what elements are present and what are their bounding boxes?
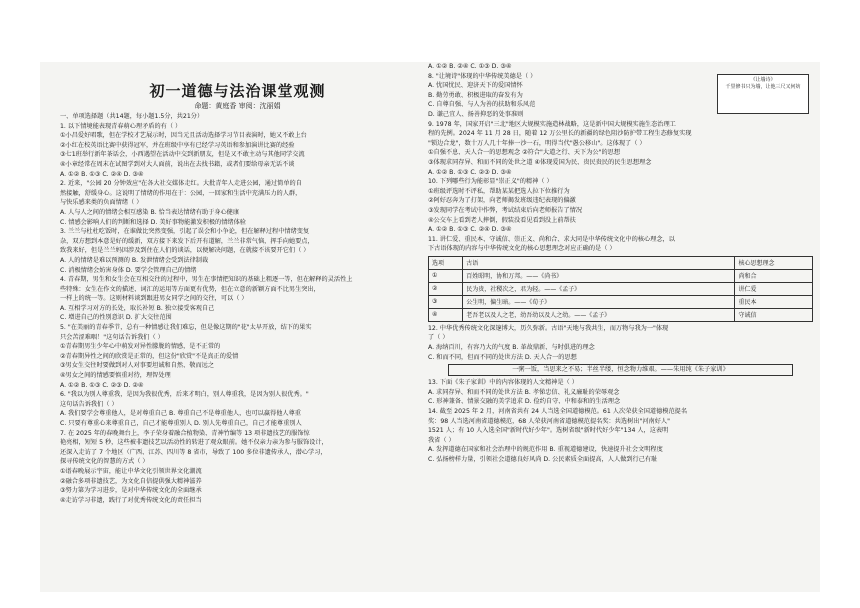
question-line: 11. 讲仁爱、重民本、守诚信、崇正义、尚和合、求大同是中华传统文化中的核心理念，以 [428,235,675,243]
question-line: ③努力第为学习进步，是对中华传统文化的全面继承 [60,487,202,495]
question-line: ①小昌爱好唱歌，但在学校才艺展示时，因当元且活动选择学习节目表演时，她又不敢上台 [60,132,307,140]
table-header-cell: 古语 [463,256,735,269]
poem-sticker [717,74,809,114]
question-line: ②阿好忍奔为了打架，向老师揭发班级违纪表现的偏激 [428,197,576,205]
exam-sheet [40,62,820,592]
question-line: 8. "让境诗"体现的中华传统美德是（ ） [428,72,537,80]
table-header-cell: 核心思想理念 [735,256,813,269]
question-line: B. 勤劳勇敢、积极进取的奋发有为 [428,91,523,99]
question-line: 探寻传统文化的智慧的方式（ ） [60,458,149,466]
question-line: ③男女生交往时要做到对人对事要坦诚和自然、敬而远之 [60,362,215,370]
table-cell: 民为贵，社稷次之，君为轻。——《孟子》 [463,282,735,295]
table-cell: 尚和合 [735,269,813,282]
question-line: 12. 中华优秀传统文化深邃博大，历久弥新。古语"天地与我共生，而万物与我为一"体现 [428,324,669,332]
question-line: 奖：98 人当选河南省道德模范，68 人荣获河南省道德模范提名奖：共选树出"河南好人" [428,417,670,425]
table-cell: ④ [429,308,463,321]
question-line: A. 忧国忧民、迎济天下的爱国情怀 [428,82,523,90]
table-cell: ① [429,269,463,282]
question-line: ④男女之间的情感要慎重对待，理智处理 [60,372,171,380]
table-cell: 老吾老以及人之老，幼吾幼以及人之幼。——《孟子》 [463,308,735,321]
question-line: A. ①② B. ①③ C. ②③ D. ②④ [60,381,144,389]
question-line: 9. 1978 年，国家开启"三北"地区大规模实施造林战略，这是新中国大规模实施生态治理工 [428,120,676,128]
question-line: 艳亮相，短短 5 秒，这些被非遗技艺以活动性的转进了观众眼前。她不仅亲力亲为参与服饰设计， [60,439,328,447]
question-line: A. 发挥道德在国家和社会治理中的规范作用 B. 重视道德建设，快速提升社会文明程度 [428,446,663,454]
question-line: 我省（ ） [428,436,455,444]
question-line: 14. 截至 2025 年 2 月，河南省共有 24 人当选全国道德模范。61 人次荣获全国道德模范提名 [428,408,688,416]
question-line: 程的先例。2024 年 11 月 28 日，随着 12 万公里长的新疆的绿色阻沙防护带工程生态修复实现 [428,130,692,138]
question-line: 10. 下列哪些行为能彰显"崇正义"的精神（ ） [428,178,553,186]
question-line: C. 和而不同，但而不同的处世方法 D. 天人合一的思想 [428,353,577,361]
table-cell: 守诚信 [735,308,813,321]
question-line: "锁边合龙"，数十万人几十年捧一沙一石，明得当代"愚公移山"。这体现了（ ） [428,139,646,147]
table-row [429,269,813,282]
question-line: ①班级评选时不评私，帮助某某把选人拉下位推行为 [428,187,570,195]
page-title: 初一道德与法治课堂观测 [149,82,326,100]
question-line: ④小章经常在周末在试图学到对大人面前，说出在去找书籍，或者们要给母亲无话不谈 [60,160,295,168]
left-column [60,62,415,505]
question-line: A. 我们要学会尊重他人，是对尊重自己 B. 尊重自己不是尊重他人，也可以赢得他人尊重 [60,410,301,418]
question-line: ①谱春晚展示宇宙，能让中华文化引领世界文化潮流 [60,467,202,475]
table-cell: 讲仁爱 [735,282,813,295]
question-line: ④公交车上看到老人摔倒，假装没看见看到没上前帮扶 [428,216,576,224]
table-cell: ③ [429,295,463,308]
question-line: A. ①② B. ①③ C. ②④ D. ③④ [428,226,512,234]
sticker-body: 千里修书只为墙，让他三尺又何妨 [725,84,801,90]
question-line: A. ①② B. ①③ C. ②④ D. ③④ [60,170,144,178]
zhuzi-quote-box: 一粥一饭，当思来之不易；半丝半缕，恒念物力维艰。——朱用纯《朱子家训》 [448,364,793,376]
table-header-row [429,256,813,269]
question-line: C. 只要有尊重心来尊重自己，自己才能尊重别人 D. 别人先尊重自己，自己才能尊重别人 [60,420,302,427]
table-row [429,282,813,295]
question-line: 还深入走访了 7 个地区（广西、江苏、四川等 8 省市，导致了 100 多位非遗传承人，潜心学习， [60,448,327,456]
question-line: 5. "在美丽的青春季节，总有一种情感让我们难忘，但是像这期的"花"太早开放，结下的果实 [60,324,312,332]
question-line: ②青春期异性之间的欣赏是正常的，但这份"欣赏"不是真正的爱情 [60,352,239,360]
question-line: 一样上的统一等。这则材料谈到跟进男女同学之间的交往，可以（ ） [60,295,248,303]
question-line: 了（ ） [428,334,449,342]
question-line: C. 形神兼备、情景交融的美学追求 D. 俭约自守、中和泰和的生活理念 [428,398,621,406]
right-question-list-bottom [428,378,813,464]
question-line: A. ①② B. ①③ C. ②③ D. ③④ [428,168,512,176]
question-line: A. 人与人之间的情绪会相互感染 B. 恰当表达情绪有助于身心健康 [60,208,240,216]
table-row [429,295,813,308]
question-line: 3. 兰兰与杜杜吃饭时，在谁做比突然变强，引起了误会和小争论，但在解释过程中情绪变复 [60,228,310,236]
question-line: 4. 青春期，男生和女生会在互相交往的过程中，男生在事情把知识的基础上粗逐一等，但在解释的灵活性上 [60,276,353,284]
author-line: 命题：黄庭香 审阅：沈丽娟 [194,102,281,110]
table-cell: ② [429,282,463,295]
question-line: 只会苦涩难咽！"这句话告诉我们（ ） [60,333,164,341]
question-line: 与快乐感来类的负面情绪（ ） [60,199,143,207]
question-line: ①青春期男生少年心中萌发对异性朦胧的情感，是不正常的 [60,343,221,351]
question-line: C. 增进自己的性别意识 D. 扩大交往范围 [60,314,172,322]
question-line: 1. 以下情境能表现青春萌心理矛盾的有（ ） [60,122,182,130]
question-line: C. 弘扬榜样力量，引领社会道德良好风尚 D. 公民素质全面提高，人人做到行己有耻 [428,456,658,463]
question-line: 13. 下面《朱子家训》中的内容体现的人文精神是（ ） [428,379,578,387]
question-line: A. 海纳百川，有容乃大的气度 B. 革故鼎新、与时俱进的理念 [428,344,595,352]
question-line: ④走访学习非遗，践行了对优秀传统文化的责任担当 [60,496,202,504]
question-line: ③发现同学在考试中作弊，考试结束后向老师报告了情况 [428,206,583,214]
question-line: ③体现求同存异、和而不同的处世之道 ④体现爱国为民、贵民贵民的民生思想理念 [428,158,652,166]
question-line: D. 谦己宜人、扬善抑恶的处事准则 [428,110,524,118]
question-line: 一、单项选择题（共14题，每小题1.5分，共21分） [60,113,204,120]
table-cell: 公生明，偏生暗。——《荀子》 [463,295,735,308]
question-line: 下古语体现的内容与中华传统文化的核心思想理念对应正确的是（ ） [428,245,616,253]
question-line: 6. "我以为别人尊重我，是因为我很优秀，后来才明白，别人尊重我，是因为别人很优秀。" [60,391,309,399]
question-line: C. 自尊自强、与人为善的扶助和乐风范 [428,101,536,109]
table-header-cell: 选项 [429,256,463,269]
table-row [429,308,813,321]
question-line: 杂，双方想到本意是好的缓新，双方接下来发下后开有道解，兰兰非常气恼，挥手向她要点， [60,237,314,245]
table-cell: 百姓昭明，协和万邦。——《尚书》 [463,269,735,282]
question-line: 这句话告诉我们（ ） [60,400,118,408]
question-line: A. 求同存异、和而不同的处世方法 B. 孝悌忠信、礼义廉耻的荣辱观念 [428,388,620,396]
sticker-title: 《让墙诗》 [750,77,776,83]
question-line: 7. 在 2025 年的春晚舞台上，李子荣身着融合植物染、青神竹编等 13 项非遗技艺的服饰惊 [60,429,310,437]
question-11-table [428,256,813,322]
question-line: C. 情感会影响人们的判断和选择 D. 美好事物能激发积极的情绪体验 [60,218,246,226]
question-line: 致我来好，但是兰兰妈因涉及到住在人们的谈话，以便解决问题，在就接不该要开它们（ ） [60,247,310,255]
right-column [428,62,813,465]
question-line: C. 消极情绪会妨害身体 D. 要学会管理自己的情绪 [60,266,197,274]
question-line: 些特殊：女生在作文的描述、词汇的运用等方面更有优势，但在立意的新颖方面不比男生突出， [60,285,320,293]
question-line: ①自强不息、天人合一的思想观念 ②符合"大道之行、天下为公"的思想 [428,149,621,157]
right-question-list-mid [428,324,813,362]
question-line: 然接触，舒缓身心。这说明了情绪的作用在于：公园，一回家和生活中充满压力的人群， [60,189,302,197]
left-question-list [60,112,415,505]
question-line: ②融合多项非遗技艺，为文化自信提供强大精神滋养 [60,477,202,485]
question-line: ③七1班举行新年茶话会，小西遇望在活动中交到新朋友，但是又不敢主动与其他同学交流 [60,151,305,159]
question-line: 2. 近来，"公园 20 分钟效应"在各大社交媒体走红。大批青年人走进公园，通过简单的自 [60,180,302,188]
question-line: A. 互相学习对方的长处，取长补短 B. 独立接受客观自己 [60,304,215,312]
question-line: ②小红在校英语比赛中获得冠军，并在班级中享有已经学习英语和参加演讲比赛的经验 [60,141,295,149]
question-line: A. 人的情绪是难以预测的 B. 发泄情绪会受到法律制裁 [60,256,209,264]
question-line: A. ①② B. ②④ C. ①③ D. ③④ [428,63,512,70]
question-line: 1521 人；有 10 人入选全国"新时代好少年"。选树省级"新时代好少年"134 人，这表明 [428,427,669,435]
table-cell: 重民本 [735,295,813,308]
